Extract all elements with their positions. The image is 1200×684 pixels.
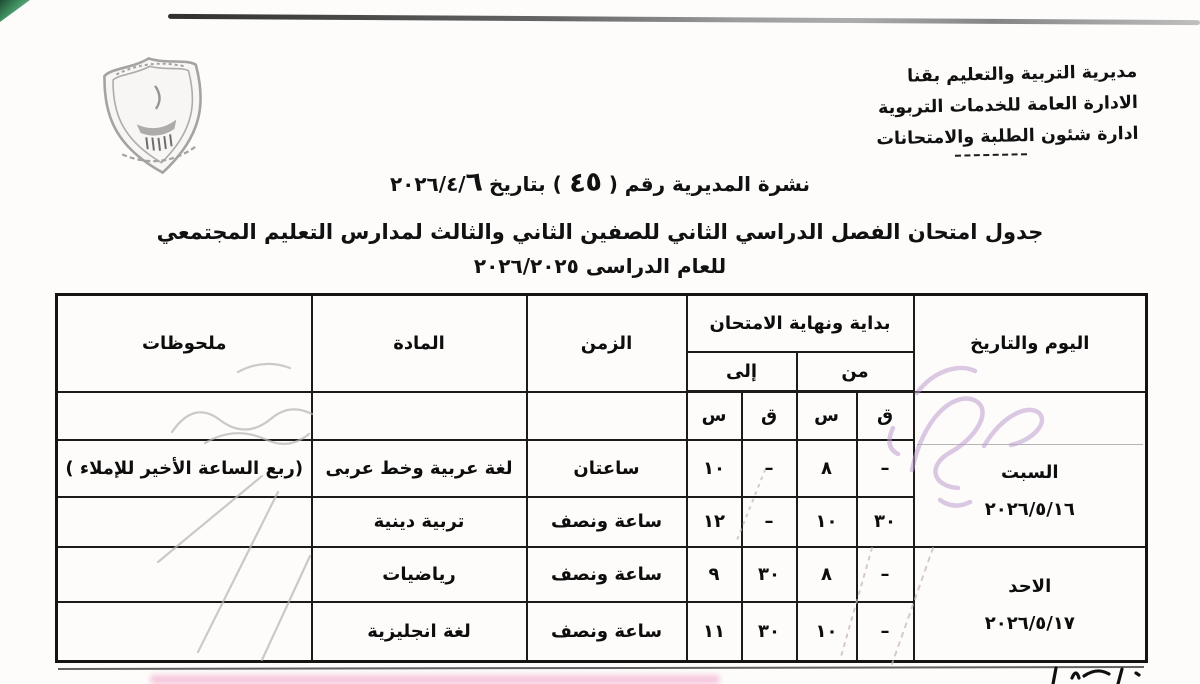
- subject-cell: لغة انجليزية: [312, 602, 527, 662]
- day-name: السبت: [1000, 462, 1059, 483]
- notes-cell: [57, 602, 312, 662]
- bulletin-date-day-handwritten: ٦: [464, 166, 484, 199]
- to-hours-cell: ٩: [687, 547, 742, 602]
- from-hours-cell: ١٠: [797, 602, 857, 662]
- from-minutes-cell: –: [857, 547, 914, 602]
- bulletin-number-handwritten: ٤٥: [567, 165, 603, 200]
- subheader-to-hours: س: [687, 392, 742, 440]
- from-minutes-cell: ٣٠: [857, 497, 914, 547]
- header-from: من: [797, 352, 914, 392]
- duration-cell: ساعة ونصف: [527, 497, 687, 547]
- subject-cell: رياضيات: [312, 547, 527, 602]
- academic-year-line: للعام الدراسى ٢٠٢٦/٢٠٢٥: [473, 254, 727, 278]
- header-subject: المادة: [312, 295, 527, 392]
- to-minutes-cell: ٣٠: [742, 602, 797, 662]
- letterhead-line-1: مديرية التربية والتعليم بقنا: [906, 61, 1138, 87]
- scan-line-artifact: [168, 14, 1200, 25]
- header-exam-start-end: بداية ونهاية الامتحان: [687, 295, 914, 352]
- header-notes: ملحوظات: [57, 295, 312, 392]
- to-hours-cell: ١٢: [687, 497, 742, 547]
- academic-year-value: ٢٠٢٦/٢٠٢٥: [473, 254, 579, 278]
- bulletin-line: [0, 165, 1200, 200]
- bulletin-middle: ) بتاريخ: [489, 172, 562, 196]
- subheader-from-minutes: ق: [857, 392, 914, 440]
- shield-icon: [84, 39, 228, 194]
- letterhead-dashed-underline: [955, 153, 1027, 157]
- table-double-border-artifact: [58, 666, 1144, 670]
- to-hours-cell: ١١: [687, 602, 742, 662]
- day-name: الاحد: [1008, 575, 1052, 597]
- duration-cell: ساعتان: [527, 440, 687, 497]
- day-cell-sunday: [914, 547, 1147, 662]
- day-date: ٢٠٢٦/٥/١٦: [984, 499, 1075, 520]
- to-minutes-cell: ٣٠: [742, 547, 797, 602]
- header-duration: الزمن: [527, 295, 687, 392]
- from-hours-cell: ٨: [797, 547, 857, 602]
- from-minutes-cell: –: [857, 440, 914, 497]
- from-hours-cell: ٨: [797, 440, 857, 497]
- exam-schedule-table: [55, 293, 1148, 663]
- to-minutes-cell: –: [742, 497, 797, 547]
- to-hours-cell: ١٠: [687, 440, 742, 497]
- from-minutes-cell: –: [857, 602, 914, 662]
- letterhead: [837, 57, 1139, 159]
- duration-cell: ساعة ونصف: [527, 547, 687, 602]
- document-title: جدول امتحان الفصل الدراسي الثاني للصفين الثاني والثالث لمدارس التعليم المجتمعي: [156, 220, 1044, 244]
- clipped-text-fragment: [1053, 668, 1139, 684]
- bulletin-prefix: نشرة المديرية رقم (: [608, 172, 811, 196]
- subject-cell: تربية دينية: [312, 497, 527, 547]
- notes-cell: [57, 547, 312, 602]
- from-hours-cell: ١٠: [797, 497, 857, 547]
- header-to: إلى: [687, 352, 797, 392]
- duration-cell: ساعة ونصف: [527, 602, 687, 662]
- bulletin-date: ٢٠٢٦/٤/٦: [389, 166, 484, 199]
- corner-green-mark: [0, 0, 30, 22]
- notes-cell: [57, 497, 312, 547]
- empty-cell: [57, 392, 312, 440]
- subject-cell: لغة عربية وخط عربى: [312, 440, 527, 497]
- letterhead-line-2: الادارة العامة للخدمات التربوية: [877, 92, 1139, 119]
- day-date: ٢٠٢٦/٥/١٧: [984, 612, 1075, 634]
- subheader-to-minutes: ق: [742, 392, 797, 440]
- day-cell-saturday: [914, 392, 1147, 547]
- header-day-date: اليوم والتاريخ: [914, 295, 1147, 392]
- bottom-pink-highlight-artifact: [150, 675, 720, 684]
- notes-cell: (ربع الساعة الأخير للإملاء ): [57, 440, 312, 497]
- letterhead-line-3: ادارة شئون الطلبة والامتحانات: [876, 123, 1139, 150]
- subheader-from-hours: س: [797, 392, 857, 440]
- to-minutes-cell: –: [742, 440, 797, 497]
- empty-cell: [527, 392, 687, 440]
- empty-cell: [312, 392, 527, 440]
